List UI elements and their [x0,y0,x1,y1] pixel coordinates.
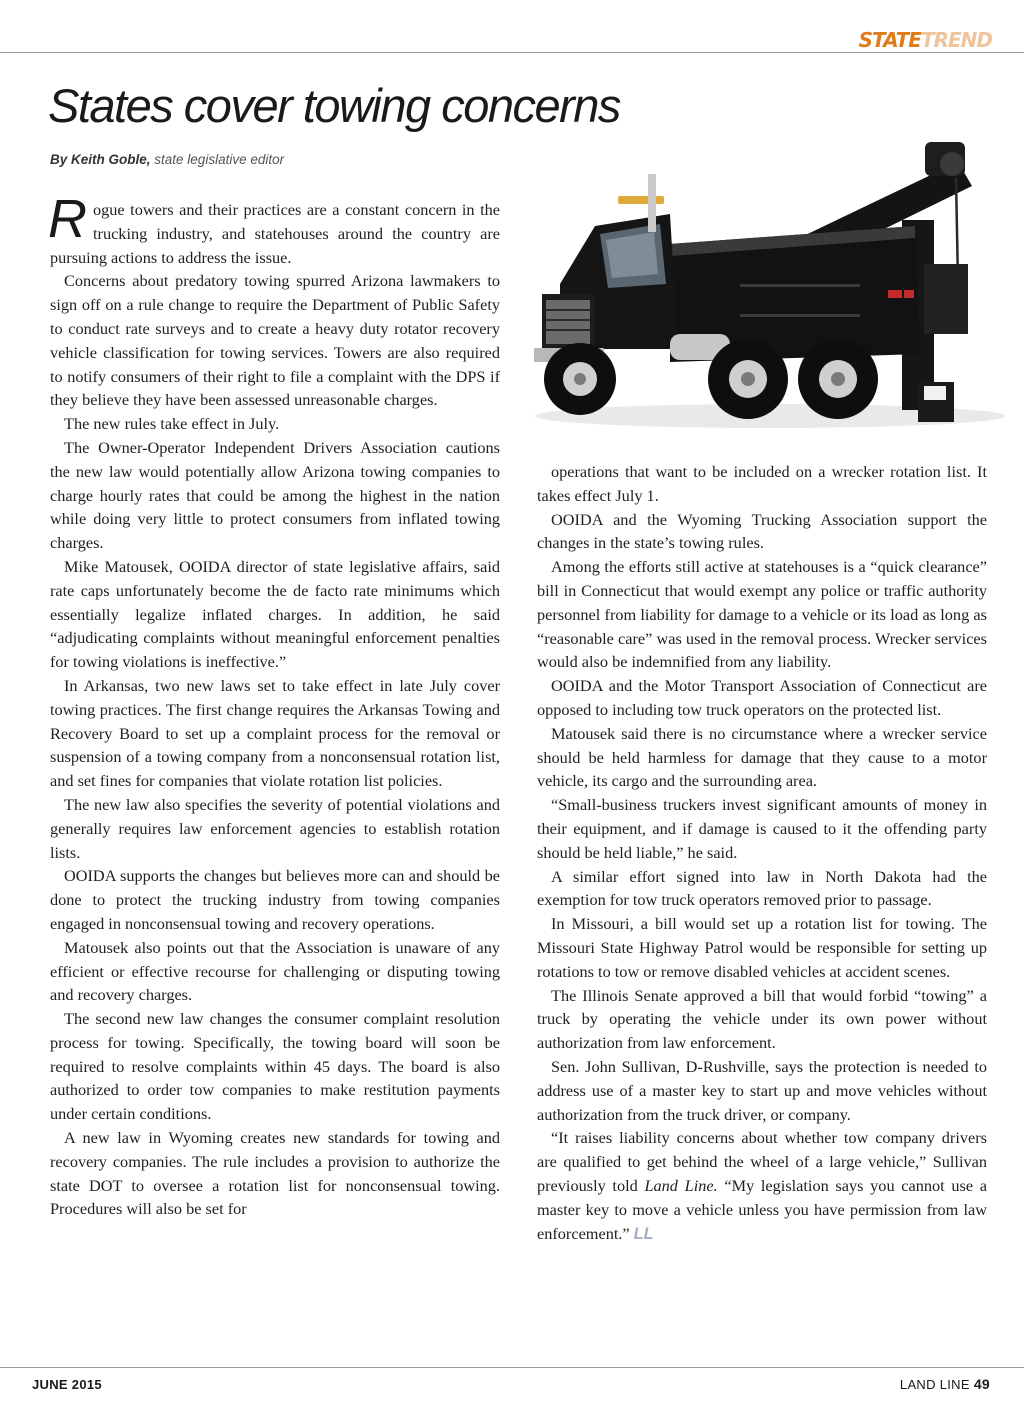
header-rule [0,52,1024,53]
paragraph: The new law also specifies the severity of potential violations and generally requires law enforcement agencies to establish rotation lists. [50,794,500,862]
paragraph: Matousek also points out that the Association is unaware of any efficient or effective recourse for challenging or disputing towing and recovery charges. [50,937,500,1005]
paragraph: OOIDA and the Wyoming Trucking Association support the changes in the state’s towing rules. [537,509,987,553]
paragraph: A new law in Wyoming creates new standards for towing and recovery companies. The rule includes a provision to authorize the state DOT to oversee a rotation list for nonconsensual towing. Procedures will also be set for [50,1128,500,1219]
paragraph: The Illinois Senate approved a bill that would forbid “towing” a truck by operating the vehicle under its own power without authorization from law enforcement. [537,985,987,1053]
paragraph: Sen. John Sullivan, D-Rushville, says the protection is needed to address use of a master key to start up and move vehicles without authorization from the truck driver, or company. [537,1056,987,1124]
section-tag-trend: TREND [920,28,992,52]
footer-folio [900,1376,990,1392]
signoff-mark: LL [633,1224,654,1243]
section-tag [859,28,992,52]
paragraph: Matousek said there is no circumstance where a wrecker service should be held harmless for damage that they cause to a motor vehicle, its cargo and the surrounding area. [537,723,987,791]
drop-cap: R [48,189,87,249]
page-number: 49 [973,1376,990,1392]
paragraph: The new rules take effect in July. [64,414,280,434]
byline-role: state legislative editor [154,152,285,167]
byline [50,152,284,167]
final-paragraph: “It raises liability concerns about whether tow company drivers are qualified to get behind the wheel of a large vehicle,” Sullivan previously told Land Line. “My legislation says you cannot use a master key to move a vehicle unless you have permission from law enforcement.” LL [537,1128,988,1243]
section-tag-state: STATE [858,28,921,52]
paragraph: OOIDA supports the changes but believes more can and should be done to protect the trucking industry from towing companies engaged in nonconsensual towing and recovery operations. [50,866,500,933]
paragraph: In Arkansas, two new laws set to take effect in late July cover towing practices. The first change requires the Arkansas Towing and Recovery Board to set up a complaint process for the removal or suspension of a towing company from a nonconsensual rotation list, and set fines for companies that violate rotation list policies. [50,675,500,791]
byline-name: By Keith Goble, [50,152,151,167]
paragraph: “Small-business truckers invest significant amounts of money in their equipment, and if damage is caused to it the offending party should be held liable,” he said. [537,795,987,862]
paragraph: Concerns about predatory towing spurred Arizona lawmakers to sign off on a rule change to require the Department of Public Safety to conduct rate surveys and to create a heavy duty rotator recovery vehicle classification for towing services. Towers are also required to notify consumers of their right to file a complaint with the DPS if they believe they have been assessed unreasonable charges. [50,271,500,410]
paragraph: In Missouri, a bill would set up a rotation list for towing. The Missouri State Highway Patrol would be responsible for setting up rotations to tow or remove disabled vehicles at accident scenes. [537,914,987,981]
publication-name: Land Line. [644,1175,718,1195]
magazine-name: LAND LINE [899,1377,970,1392]
paragraph: Rogue towers and their practices are a constant concern in the trucking industry, and statehouses around the country are pursuing actions to address the issue. [48,189,500,267]
issue-date: JUNE 2015 [32,1377,102,1392]
paragraph: The second new law changes the consumer complaint resolution process for towing. Specifically, the towing board will soon be required to resolve complaints within 45 days. The board is also authorized to order tow companies to make restitution payments under certain conditions. [50,1009,500,1124]
paragraph: operations that want to be included on a wrecker rotation list. It takes effect July 1. [537,462,987,505]
left-column [48,189,500,1221]
paragraph: OOIDA and the Motor Transport Association of Connecticut are opposed to including tow truck operators on the protected list. [537,676,987,719]
right-column [537,460,987,1246]
article-headline: States cover towing concerns [48,79,620,132]
paragraph: The Owner-Operator Independent Drivers Association cautions the new law would potentially allow Arizona towing companies to charge hourly rates that could be among the highest in the nation while doing very little to protect consumers from inflated towing charges. [50,437,500,553]
paragraph: Mike Matousek, OOIDA director of state legislative affairs, said rate caps unfortunately become the de facto rate minimums which essentially legalize inflated charges. In addition, he said “adjudicating complaints without meaningful enforcement penalties for towing violations is ineffective.” [50,556,500,672]
footer-rule [0,1367,1024,1368]
paragraph: A similar effort signed into law in North Dakota had the exemption for tow truck operators removed prior to passage. [537,866,987,910]
tow-truck-photo [520,134,1010,434]
paragraph: Among the efforts still active at statehouses is a “quick clearance” bill in Connecticut that would exempt any police or traffic authority personnel from liability for damage to a vehicle or its load as long as “reasonable care” was used in the removal process. Wrecker services would also be indemnified from any liability. [537,557,987,672]
